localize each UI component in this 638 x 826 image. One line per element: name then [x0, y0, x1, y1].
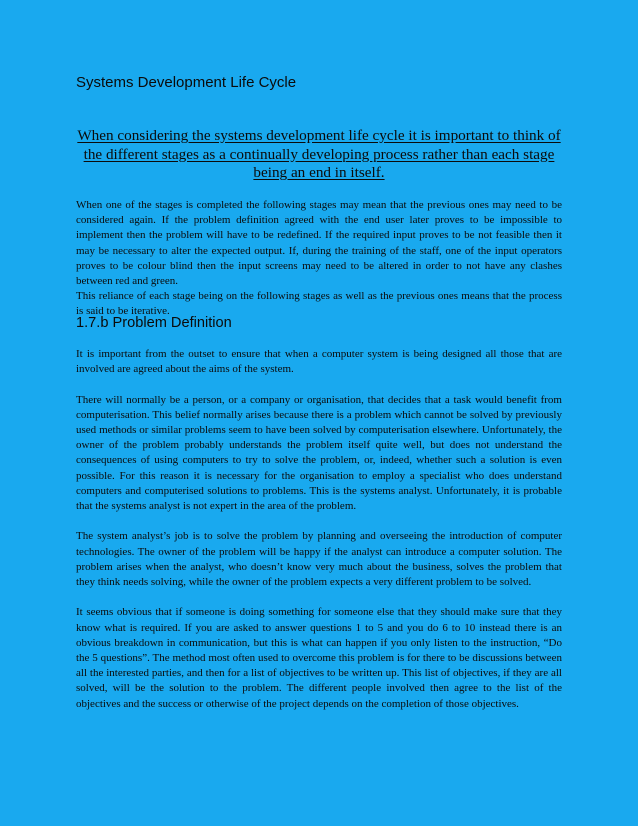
section-paragraph: It is important from the outset to ensure that when a computer system is being designed all those that are involved are agreed about the aims of the system.: [76, 348, 562, 376]
section-heading: 1.7.b Problem Definition: [76, 315, 232, 331]
section-paragraph: It seems obvious that if someone is doing something for someone else that they should make sure that they know what is required. If you are asked to answer questions 1 to 5 and you do 6 to 10 instead there is an obvious breakdown in communication, but this is what can happen if you only listen to the instruction, “Do the 5 questions”. The method most often used to overcome this problem is for there to be discussions between all the interested parties, and then for a list of objectives to be written up. This list of objectives, if they are all solved, will be the solution to the problem. The different people involved then agree to the list of the objectives and the success or otherwise of the project depends on the completion of those objectives.: [76, 606, 562, 710]
iteration-paragraph: This reliance of each stage being on the following stages as well as the previous ones means that the process is said to be iterative.: [76, 290, 562, 318]
intro-underlined-statement: When considering the systems development life cycle it is important to think of the different stages as a continually developing process rather than each stage being an end in itself.: [77, 127, 561, 181]
document-title: Systems Development Life Cycle: [76, 74, 297, 91]
problem-definition-text-block: [76, 347, 562, 712]
section-paragraph: The system analyst’s job is to solve the problem by planning and overseeing the introduction of computer technologies. The owner of the problem will be happy if the analyst can introduce a computer solution. The problem arises when the analyst, who doesn’t know very much about the business, solves the problem that they think needs solving, while the owner of the problem expects a very different problem to be solved.: [76, 530, 562, 589]
iteration-paragraph: When one of the stages is completed the following stages may mean that the previous ones may need to be considered again. If the problem definition agreed with the end user later proves to be impossible to implement then the problem will have to be redefined. If the required input proves to be not feasible then it may be necessary to alter the expected output. If, during the training of the staff, one of the input operators proves to be colour blind then the input screens may need to be altered in order to not have any clashes between red and green.: [76, 199, 562, 288]
iteration-text-block: [76, 198, 562, 320]
section-paragraph: There will normally be a person, or a company or organisation, that decides that a task would benefit from computerisation. This belief normally arises because there is a problem which cannot be solved by previously used methods or similar problems seem to have been solved by computerisation elsewhere. Unfortunately, the owner of the problem probably understands the problem itself quite well, but does not understand the consequences of using computers to try to solve the problem, or, indeed, whether such a solution is even possible. For this reason it is necessary for the organisation to employ a specialist who does understand computers and computerised solutions to problems. This is the systems analyst. Unfortunately, it is probable that the systems analyst is not expert in the area of the problem.: [76, 393, 562, 513]
